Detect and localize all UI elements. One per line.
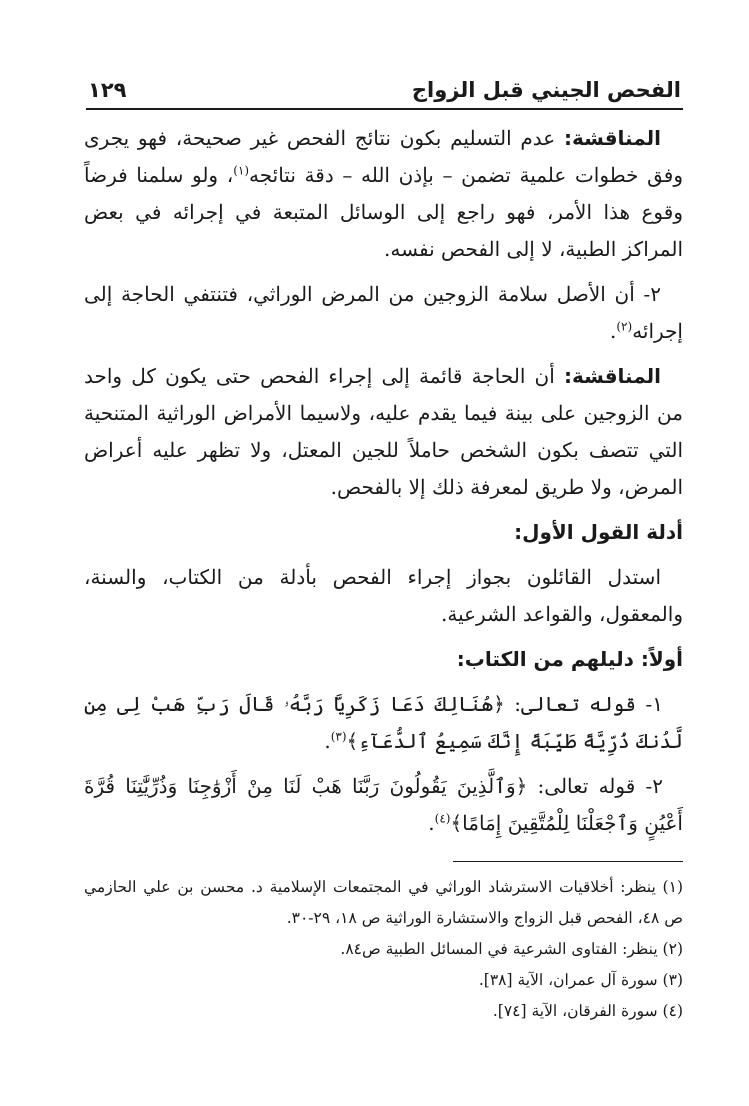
paragraph-text: أن الحاجة قائمة إلى إجراء الفحص حتى يكون كل واحد من الزوجين على بينة فيما يقدم عليه، ولاسيما الأمراض الوراثية المتنحية التي تتصف بكون الشخص حاملاً للجين المعتل، ولا تظهر عليه أعراض المرض، ولا طريق لمعرفة ذلك إلا بالفحص. <box>84 364 683 499</box>
page-number: ١٢٩ <box>88 78 127 102</box>
footnote-ref: (٢) <box>616 319 633 334</box>
paragraph-text: استدل القائلون بجواز إجراء الفحص بأدلة من الكتاب، والسنة، والمعقول، والقواعد الشرعية. <box>84 565 683 626</box>
paragraph-evidence-intro <box>84 559 683 633</box>
footnotes <box>84 872 683 1027</box>
paragraph-end: . <box>610 319 617 343</box>
footnote-ref: (١) <box>233 163 250 178</box>
discussion-term: المناقشة: <box>563 364 661 388</box>
header-rule <box>86 108 683 110</box>
footnote-ref: (٤) <box>434 811 451 826</box>
paragraph-text: ٢- أن الأصل سلامة الزوجين من المرض الوراثي، فتنتفي الحاجة إلى إجرائه <box>84 282 683 343</box>
footnote-1: (١) ينظر: أخلاقيات الاسترشاد الوراثي في المجتمعات الإسلامية د. محسن بن علي الحازمي ص ٤٨، الفحص قبل الزواج والاستشارة الوراثية ص ١٨، ٢٩-٣٠. <box>84 878 683 927</box>
footnote-separator <box>453 861 683 862</box>
footnote-4: (٤) سورة الفرقان، الآية [٧٤]. <box>492 1002 683 1020</box>
footnote-ref: (٣) <box>330 729 347 744</box>
discussion-term: المناقشة: <box>563 126 661 150</box>
section-heading: أدلة القول الأول: <box>514 520 683 544</box>
paragraph-discussion-1 <box>84 120 683 268</box>
footnote-2: (٢) ينظر: الفتاوى الشرعية في المسائل الطبية ص٨٤. <box>340 940 683 958</box>
running-head-title: الفحص الجيني قبل الزواج <box>411 78 681 102</box>
subsection-heading: أولاً: دليلهم من الكتاب: <box>456 647 683 671</box>
verse-text: ١- قوله تعالى: ﴿هُنَالِكَ دَعَا زَكَرِيَّا رَبَّهُۥ قَالَ رَبِّ هَبْ لِى مِن لَّدُنكَ ذُرِّيَّةً طَيِّبَةً إِنَّكَ سَمِيعُ ٱلدُّعَآءِ﴾ <box>84 692 683 753</box>
paragraph-point-2 <box>84 276 683 350</box>
verse-end: . <box>324 729 331 753</box>
verse-text: ٢- قوله تعالى: ﴿وَٱلَّذِينَ يَقُولُونَ رَبَّنَا هَبْ لَنَا مِنْ أَزْوَٰجِنَا وَذُرِّيَّٰتِنَا قُرَّةَ أَعْيُنٍ وَٱجْعَلْنَا لِلْمُتَّقِينَ إِمَامًا﴾ <box>84 774 683 835</box>
running-head <box>88 70 681 102</box>
paragraph-text: عدم التسليم بكون نتائج الفحص غير صحيحة، فهو يجرى وفق خطوات علمية تضمن – بإذن الله – دقة نتائجه <box>84 126 683 187</box>
body-text <box>84 120 683 850</box>
verse-item-2 <box>84 768 683 842</box>
paragraph-text: ، ولو سلمنا فرضاً وقوع هذا الأمر، فهو راجع إلى الوسائل المتبعة في إجرائه في بعض المراكز الطبية، لا إلى الفحص نفسه. <box>84 163 683 261</box>
footnote-3: (٣) سورة آل عمران، الآية [٣٨]. <box>478 971 683 989</box>
verse-end: . <box>428 811 435 835</box>
verse-item-1 <box>84 686 683 760</box>
paragraph-discussion-2 <box>84 358 683 506</box>
